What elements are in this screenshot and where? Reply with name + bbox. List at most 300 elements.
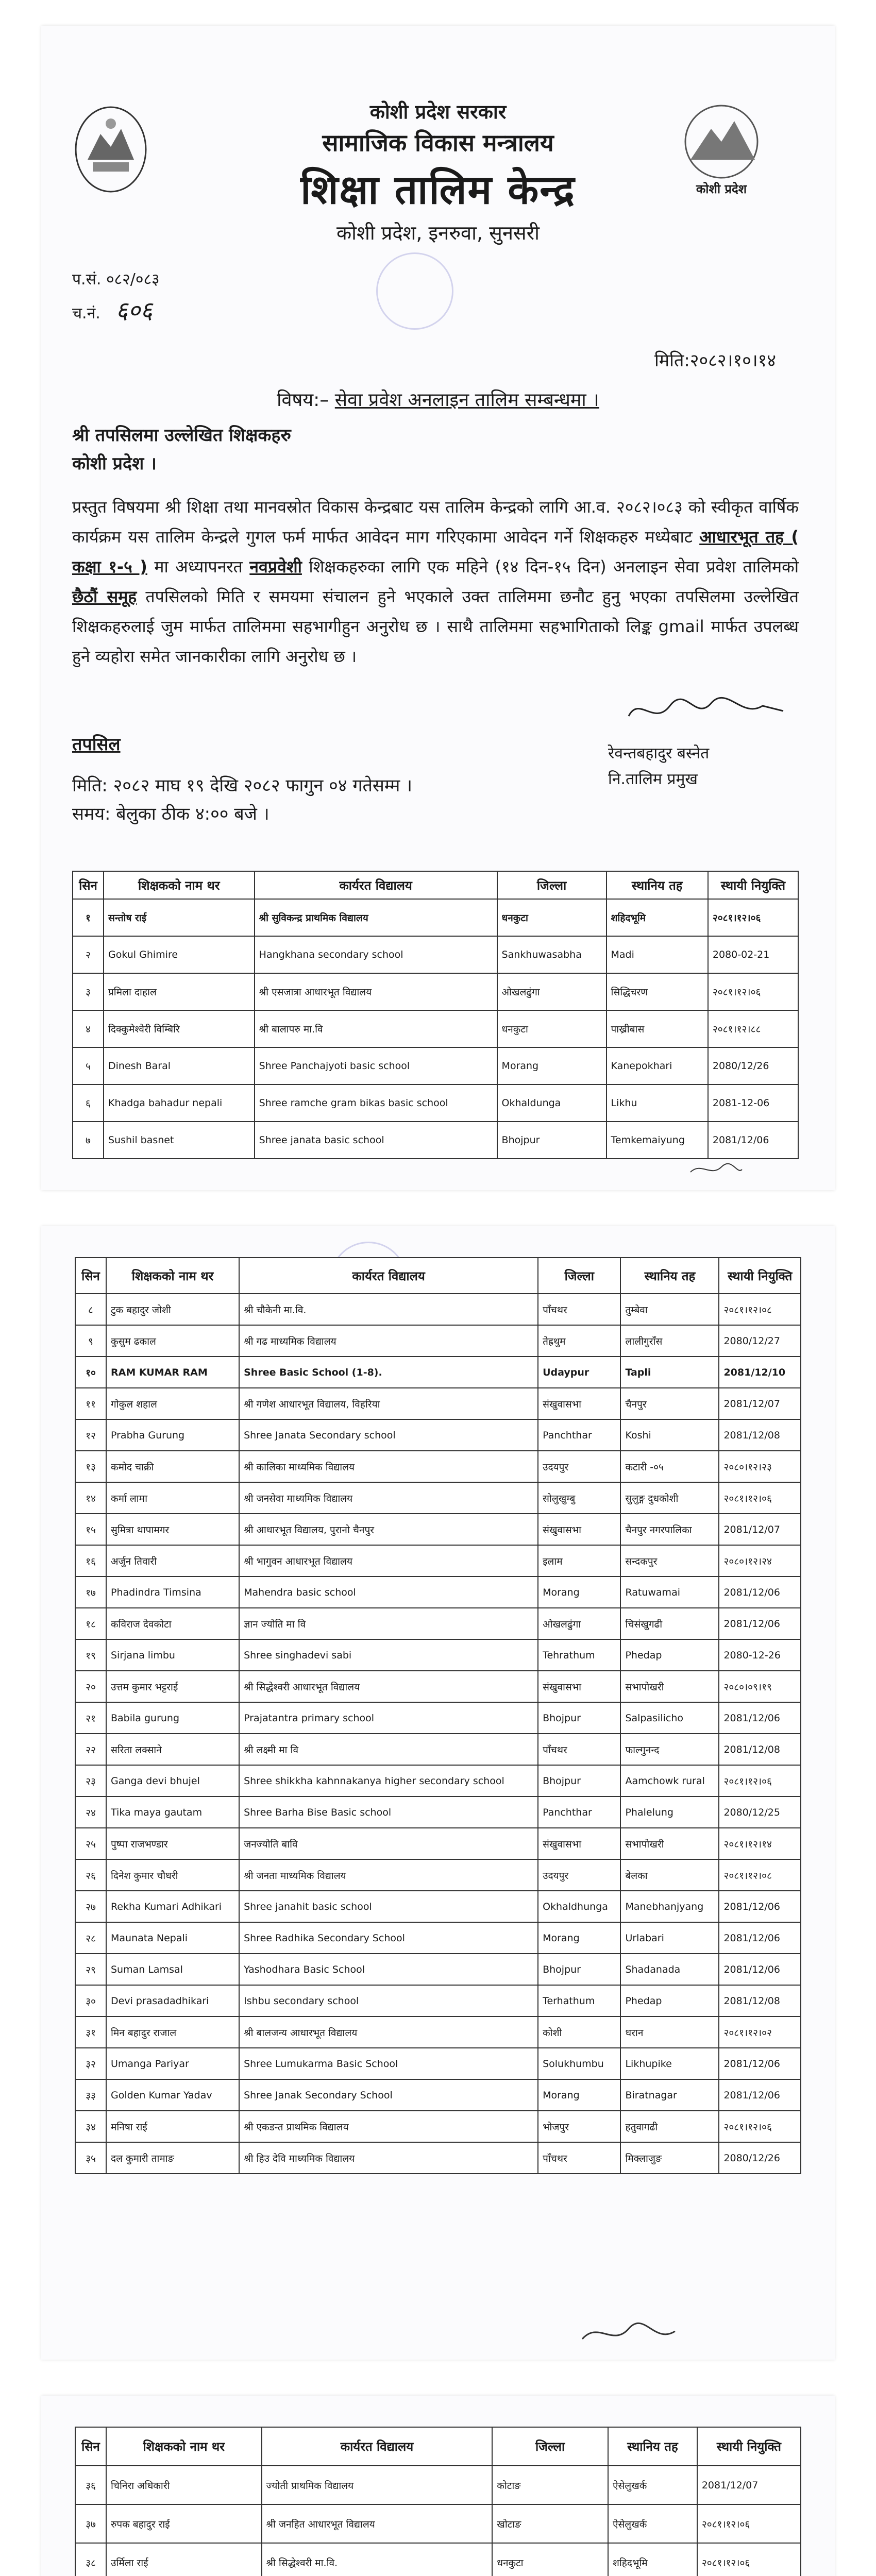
cell-name: पुष्पा राजभण्डार [106,1828,239,1859]
cell-district: पाँचथर [538,1294,620,1325]
cell-appointment: 2081/12/08 [719,1985,801,2016]
signatory-name: रेवन्तबहादुर बस्नेत [608,744,710,762]
cell-appointment: 2080-12-26 [719,1639,801,1671]
cell-sn: १५ [75,1514,106,1545]
cell-local: धरान [620,2016,719,2048]
cell-district: ओखलढुंगा [538,1608,620,1639]
cell-local: सन्दकपुर [620,1545,719,1577]
cell-appointment: 2081/12/07 [697,2466,801,2504]
cell-local: Temkemaiyung [607,1122,708,1159]
cell-appointment: २०८१।१२।०६ [708,899,798,936]
subject-label: विषय:– [277,389,329,411]
cell-appointment: २०८१।१२।०६ [719,1482,801,1514]
cell-appointment: 2081/12/06 [719,1702,801,1734]
table-row [75,1608,801,1639]
cell-name: कमोद चाक्री [106,1451,239,1482]
cell-district: Okhaldhunga [538,1891,620,1922]
body-part-1: प्रस्तुत विषयमा श्री शिक्षा तथा मानवस्रोत विकास केन्द्रबाट यस तालिम केन्द्रको लागि आ.व. २०८२।०८३ को स्वीकृत वार्षिक कार्यक्रम यस तालिम केन्द्रले गुगल फर्म मार्फत आवेदन माग गरिएकामा आवेदन गर्ने शिक्षकहरु मध्येबाट [72,497,799,547]
cell-name: Maunata Nepali [106,1922,239,1954]
cell-district: संखुवासभा [538,1828,620,1859]
cell-appointment: 2080/12/27 [719,1325,801,1357]
subject-text: सेवा प्रवेश अनलाइन तालिम सम्बन्धमा । [334,389,599,411]
cell-school: Shree Radhika Secondary School [239,1922,538,1954]
cell-district: सोलुखुम्बु [538,1482,620,1514]
body-part-4: तपसिलको मिति र समयमा संचालन हुने भएकाले उक्त तालिममा छनौट हुनु भएका तपसिलमा उल्लेखित शिक्षकहरुलाई जुम मार्फत तालिममा सहभागीहुन अनुरोध छ । साथै तालिममा सहभागिताको लिङ्क gmail मार्फत उपलब्ध हुने व्यहोरा समेत जानकारीका लागि अनुरोध छ । [72,587,799,666]
cell-district: Tehrathum [538,1639,620,1671]
header-appointment: स्थायी नियुक्ति [708,871,798,899]
cell-school: श्री कालिका माध्यमिक विद्यालय [239,1451,538,1482]
table-row [75,1357,801,1388]
cell-local: बेलका [620,1859,719,1891]
cell-appointment: 2081/12/06 [719,1954,801,1985]
body-part-2: मा अध्यापनरत [154,557,243,577]
cell-district: ओखलढुंगा [497,973,607,1010]
cell-appointment: 2080-02-21 [708,936,798,973]
header-sn: सिन [73,871,104,899]
teacher-table-2 [75,1257,801,2174]
cell-local: सुलुङ्ग दुधकोशी [620,1482,719,1514]
cell-appointment: २०८१।१२।०६ [708,973,798,1010]
cell-district: संखुवासभा [538,1388,620,1419]
right-logo-text: कोशी प्रदेश [696,182,747,196]
cell-district: Okhaldunga [497,1084,607,1122]
cell-name: दिक्कुमेश्वेरी विम्बिरि [104,1010,255,1047]
cell-local: कटारी -०५ [620,1451,719,1482]
cell-local: Likhupike [620,2048,719,2079]
cell-district: तेह्रथुम [538,1325,620,1357]
cell-appointment: 2081/12/06 [719,1608,801,1639]
cell-local: फाल्गुनन्द [620,1734,719,1765]
cell-school: Shree Lumukarma Basic School [239,2048,538,2079]
teacher-table-3 [75,2427,801,2576]
addressee-line-1: श्री तपसिलमा उल्लेखित शिक्षकहरु [72,425,291,446]
letter-date: मिति:२०८२।१०।१४ [654,350,776,371]
cell-local: मिक्लाजुङ [620,2142,719,2174]
cell-sn: २६ [75,1859,106,1891]
faint-stamp-icon [376,252,453,330]
table-row [75,1451,801,1482]
cell-name: Suman Lamsal [106,1954,239,1985]
header-district: जिल्ला [497,871,607,899]
signature-icon [608,690,804,732]
cell-district: Morang [538,2079,620,2111]
table-row [75,2142,801,2174]
cell-local: शहिदभूमि [607,899,708,936]
cell-school: Shree janata basic school [255,1122,497,1159]
cell-name: Sirjana limbu [106,1639,239,1671]
cell-appointment: २०८१।१२।०८ [719,1294,801,1325]
cell-sn: ३१ [75,2016,106,2048]
cell-name: सुमित्रा थापामगर [106,1514,239,1545]
cell-district: पाँचथर [538,2142,620,2174]
cell-district: Sankhuwasabha [497,936,607,973]
cell-local: चिसंखुगढी [620,1608,719,1639]
cell-school: Shree Barha Bise Basic school [239,1797,538,1828]
cell-sn: ३७ [75,2504,106,2543]
cell-sn: ३४ [75,2111,106,2142]
cell-district: Morang [538,1577,620,1608]
header-district: जिल्ला [538,1258,620,1294]
cell-sn: ३६ [75,2466,106,2504]
initial-scribble-icon [685,1159,747,1180]
cell-name: Umanga Pariyar [106,2048,239,2079]
header-school: कार्यरत विद्यालय [255,871,497,899]
table-row [75,1891,801,1922]
body-highlight-2: नवप्रवेशी [249,557,302,577]
header-district: जिल्ला [492,2427,608,2466]
cell-school: श्री गणेश आधारभूत विद्यालय, विहरिया [239,1388,538,1419]
centre-name: शिक्षा तालिम केन्द्र [300,167,576,213]
table-row [75,1859,801,1891]
cell-name: Devi prasadadhikari [106,1985,239,2016]
cell-name: टुक बहादुर जोशी [106,1294,239,1325]
table-row [75,2466,801,2504]
cell-district: Solukhumbu [538,2048,620,2079]
cell-local: Shadanada [620,1954,719,1985]
header-name: शिक्षकको नाम थर [106,1258,239,1294]
cell-local: शहिदभूमि [608,2543,697,2576]
table-row [75,2048,801,2079]
letter-page-2 [41,1226,835,2360]
initial-scribble-icon [577,2318,680,2349]
header-sn: सिन [75,1258,106,1294]
cell-appointment: 2080/12/26 [719,2142,801,2174]
cell-school: श्री बालजन्य आधारभूत विद्यालय [239,2016,538,2048]
cell-school: श्री एसजात्रा आधारभूत विद्यालय [255,973,497,1010]
cell-name: मनिषा राई [106,2111,239,2142]
cell-school: श्री एकडन्त प्राथमिक विद्यालय [239,2111,538,2142]
cell-district: Morang [538,1922,620,1954]
table-row [75,2016,801,2048]
cell-appointment: 2081/12/06 [719,2048,801,2079]
addressee-line-2: कोशी प्रदेश । [72,453,157,474]
patra-sankhya-label: प.सं. [72,270,102,289]
cell-name: रुपक बहादुर राई [106,2504,262,2543]
cell-sn: ८ [75,1294,106,1325]
cell-sn: ३५ [75,2142,106,2174]
cell-name: कुसुम ढकाल [106,1325,239,1357]
cell-local: Koshi [620,1419,719,1451]
cell-school: श्री लक्ष्मी मा वि [239,1734,538,1765]
cell-name: Sushil basnet [104,1122,255,1159]
cell-sn: १३ [75,1451,106,1482]
cell-appointment: २०८१।१२।०६ [719,2111,801,2142]
letter-page-3 [41,2396,835,2576]
cell-sn: २० [75,1671,106,1702]
cell-name: Phadindra Timsina [106,1577,239,1608]
cell-school: श्री सुविकन्द्र प्राथमिक विद्यालय [255,899,497,936]
cell-school: श्री जनसेवा माध्यमिक विद्यालय [239,1482,538,1514]
cell-sn: ४ [73,1010,104,1047]
body-part-3: शिक्षकहरुका लागि एक महिने (१४ दिन-१५ दिन) अनलाइन सेवा प्रवेश तालिमको [309,557,799,577]
cell-appointment: 2081/12/06 [708,1122,798,1159]
table-row [75,1545,801,1577]
cell-sn: २४ [75,1797,106,1828]
cell-local: Madi [607,936,708,973]
table-row [75,1734,801,1765]
header-name: शिक्षकको नाम थर [104,871,255,899]
cell-local: पाख्रीबास [607,1010,708,1047]
cell-sn: ३० [75,1985,106,2016]
cell-school: Prajatantra primary school [239,1702,538,1734]
cell-district: धनकुटा [492,2543,608,2576]
cell-school: श्री जनता माध्यमिक विद्यालय [239,1859,538,1891]
table-row [73,1010,798,1047]
cell-district: संखुवासभा [538,1514,620,1545]
cell-local: सभापोखरी [620,1671,719,1702]
tapasil-heading: तपसिल [72,734,121,755]
table-header-row [75,1258,801,1294]
cell-sn: १७ [75,1577,106,1608]
cell-school: श्री बालापरु मा.वि [255,1010,497,1047]
training-time: समय: बेलुका ठीक ४:०० बजे । [72,804,269,824]
cell-name: सन्तोष राई [104,899,255,936]
cell-school: Ishbu secondary school [239,1985,538,2016]
cell-name: Dinesh Baral [104,1047,255,1084]
table-header-row [73,871,798,899]
cell-school: जनज्योति बावि [239,1828,538,1859]
header-appointment: स्थायी नियुक्ति [719,1258,801,1294]
cell-district: इलाम [538,1545,620,1577]
cell-appointment: २०८१।१२।८८ [708,1010,798,1047]
table-row [75,1514,801,1545]
cell-sn: २२ [75,1734,106,1765]
body-highlight-3: छैठौं समूह [72,587,137,606]
cell-local: Phalelung [620,1797,719,1828]
table-row [75,2079,801,2111]
table-row [73,1122,798,1159]
signatory-title: नि.तालिम प्रमुख [608,770,698,788]
cell-name: दिनेश कुमार चौधरी [106,1859,239,1891]
cell-sn: ७ [73,1122,104,1159]
cell-local: चैनपुर नगरपालिका [620,1514,719,1545]
cell-appointment: 2080/12/26 [708,1047,798,1084]
cell-school: श्री भागुवन आधारभूत विद्यालय [239,1545,538,1577]
table-row [75,2111,801,2142]
cell-sn: ३३ [75,2079,106,2111]
cell-school: श्री चौकेनी मा.वि. [239,1294,538,1325]
cell-district: Panchthar [538,1419,620,1451]
table-row [75,1828,801,1859]
letter-body [72,492,799,671]
cell-district: खोटाङ [492,2504,608,2543]
cell-sn: २९ [75,1954,106,1985]
cell-local: तुम्बेवा [620,1294,719,1325]
header-name: शिक्षकको नाम थर [106,2427,262,2466]
cell-sn: ६ [73,1084,104,1122]
cell-sn: १ [73,899,104,936]
cell-district: Bhojpur [497,1122,607,1159]
table-row [75,1294,801,1325]
cell-school: Hangkhana secondary school [255,936,497,973]
cell-appointment: 2081/12/06 [719,1891,801,1922]
cell-school: Shree janahit basic school [239,1891,538,1922]
cell-district: Bhojpur [538,1765,620,1797]
cell-district: Morang [497,1047,607,1084]
cell-appointment: 2081/12/07 [719,1514,801,1545]
cell-school: श्री सिद्धेश्वरी मा.वि. [262,2543,493,2576]
cell-school: श्री गढ माध्यमिक विद्यालय [239,1325,538,1357]
cell-appointment: २०८१।१२।०६ [697,2543,801,2576]
cell-name: Golden Kumar Yadav [106,2079,239,2111]
cell-district: पाँचथर [538,1734,620,1765]
cell-local: ऐसेलुखर्क [608,2466,697,2504]
table-row [75,1388,801,1419]
cell-appointment: २०८१।१२।१४ [719,1828,801,1859]
table-row [73,973,798,1010]
cell-local: लालीगुराँस [620,1325,719,1357]
cell-name: मिन बहादुर राजाल [106,2016,239,2048]
cell-local: हतुवागढी [620,2111,719,2142]
cell-school: श्री हिउ देवि माध्यमिक विद्यालय [239,2142,538,2174]
cell-sn: ५ [73,1047,104,1084]
cell-local: Likhu [607,1084,708,1122]
centre-address: कोशी प्रदेश, इनरुवा, सुनसरी [336,222,540,244]
cell-name: Ganga devi bhujel [106,1765,239,1797]
header-school: कार्यरत विद्यालय [262,2427,493,2466]
cell-name: प्रमिला दाहाल [104,973,255,1010]
table-row [75,2543,801,2576]
ministry-name: सामाजिक विकास मन्त्रालय [322,129,554,157]
cell-appointment: 2081/12/08 [719,1419,801,1451]
cell-name: उर्मिला राई [106,2543,262,2576]
cell-school: श्री सिद्धेश्वरी आधारभूत विद्यालय [239,1671,538,1702]
cell-appointment: 2080/12/25 [719,1797,801,1828]
table-row [75,1954,801,1985]
cell-district: संखुवासभा [538,1671,620,1702]
cell-school: ज्योती प्राथमिक विद्यालय [262,2466,493,2504]
cell-district: धनकुटा [497,1010,607,1047]
cell-local: Aamchowk rural [620,1765,719,1797]
cell-appointment: 2081/12/07 [719,1388,801,1419]
cell-district: कोशी [538,2016,620,2048]
cell-local: सिद्धिचरण [607,973,708,1010]
table-row [75,1419,801,1451]
table-row [75,1985,801,2016]
cell-name: Rekha Kumari Adhikari [106,1891,239,1922]
cell-school: Shree ramche gram bikas basic school [255,1084,497,1122]
cell-local: Ratuwamai [620,1577,719,1608]
table-row [75,1765,801,1797]
cell-local: Phedap [620,1639,719,1671]
cell-name: उत्तम कुमार भट्टराई [106,1671,239,1702]
cell-district: उदयपुर [538,1859,620,1891]
cell-district: Terhathum [538,1985,620,2016]
patra-sankhya [72,268,160,289]
cell-local: Salpasilicho [620,1702,719,1734]
cell-name: Gokul Ghimire [104,936,255,973]
cell-local: सभापोखरी [620,1828,719,1859]
cell-school: श्री आधारभूत विद्यालय, पुरानो चैनपुर [239,1514,538,1545]
cell-sn: ९ [75,1325,106,1357]
cell-local: Phedap [620,1985,719,2016]
table-row [75,1577,801,1608]
chalani-value: ६०६ [115,296,153,324]
cell-sn: १० [75,1357,106,1388]
cell-district: कोटाङ [492,2466,608,2504]
cell-school: Shree singhadevi sabi [239,1639,538,1671]
table-row [73,936,798,973]
cell-sn: ३ [73,973,104,1010]
cell-name: Babila gurung [106,1702,239,1734]
cell-local: Biratnagar [620,2079,719,2111]
table-row [75,2504,801,2543]
table-row [75,1482,801,1514]
cell-local: Kanepokhari [607,1047,708,1084]
cell-name: RAM KUMAR RAM [106,1357,239,1388]
cell-appointment: २०८१।१२।०२ [719,2016,801,2048]
letter-page-1 [41,26,835,1190]
header-local: स्थानिय तह [620,1258,719,1294]
cell-name: Prabha Gurung [106,1419,239,1451]
cell-local: ऐसेलुखर्क [608,2504,697,2543]
cell-school: Shree Basic School (1-8). [239,1357,538,1388]
cell-name: सरिता लक्साने [106,1734,239,1765]
cell-sn: १६ [75,1545,106,1577]
table-header-row [75,2427,801,2466]
cell-school: Shree shikkha kahnnakanya higher secondary school [239,1765,538,1797]
cell-appointment: २०८०।०९।१९ [719,1671,801,1702]
cell-name: दल कुमारी तामाङ [106,2142,239,2174]
cell-sn: १२ [75,1419,106,1451]
cell-appointment: 2081-12-06 [708,1084,798,1122]
cell-appointment: २०८०।१२।२४ [719,1545,801,1577]
cell-sn: ११ [75,1388,106,1419]
cell-district: भोजपुर [538,2111,620,2142]
cell-sn: २७ [75,1891,106,1922]
cell-school: Yashodhara Basic School [239,1954,538,1985]
cell-district: उदयपुर [538,1451,620,1482]
government-name: कोशी प्रदेश सरकार [369,100,507,123]
header-sn: सिन [75,2427,106,2466]
cell-sn: १९ [75,1639,106,1671]
table-row [75,1922,801,1954]
cell-name: Khadga bahadur nepali [104,1084,255,1122]
cell-sn: २५ [75,1828,106,1859]
chalani-number [72,294,153,326]
cell-name: Tika maya gautam [106,1797,239,1828]
table-row [75,1671,801,1702]
cell-appointment: 2081/12/06 [719,2079,801,2111]
table-row [75,1639,801,1671]
cell-sn: २३ [75,1765,106,1797]
cell-district: Panchthar [538,1797,620,1828]
header-school: कार्यरत विद्यालय [239,1258,538,1294]
body-highlight-1: आधारभूत तह ( कक्षा १-५ ) [72,527,799,577]
cell-appointment: २०८०।१२।२३ [719,1451,801,1482]
cell-sn: २१ [75,1702,106,1734]
table-row [75,1325,801,1357]
cell-sn: ३८ [75,2543,106,2576]
table-row [75,1702,801,1734]
cell-appointment: 2081/12/08 [719,1734,801,1765]
cell-name: चिनिरा अधिकारी [106,2466,262,2504]
cell-appointment: 2081/12/06 [719,1577,801,1608]
table-row [73,899,798,936]
cell-school: श्री जनहित आधारभूत विद्यालय [262,2504,493,2543]
cell-school: Shree Panchajyoti basic school [255,1047,497,1084]
cell-name: कविराज देवकोटा [106,1608,239,1639]
cell-school: Shree Janak Secondary School [239,2079,538,2111]
cell-school: ज्ञान ज्योति मा वि [239,1608,538,1639]
header-appointment: स्थायी नियुक्ति [697,2427,801,2466]
cell-name: कर्मा लामा [106,1482,239,1514]
table-row [75,1797,801,1828]
cell-sn: २ [73,936,104,973]
cell-district: Bhojpur [538,1954,620,1985]
cell-local: चैनपुर [620,1388,719,1419]
cell-sn: १८ [75,1608,106,1639]
